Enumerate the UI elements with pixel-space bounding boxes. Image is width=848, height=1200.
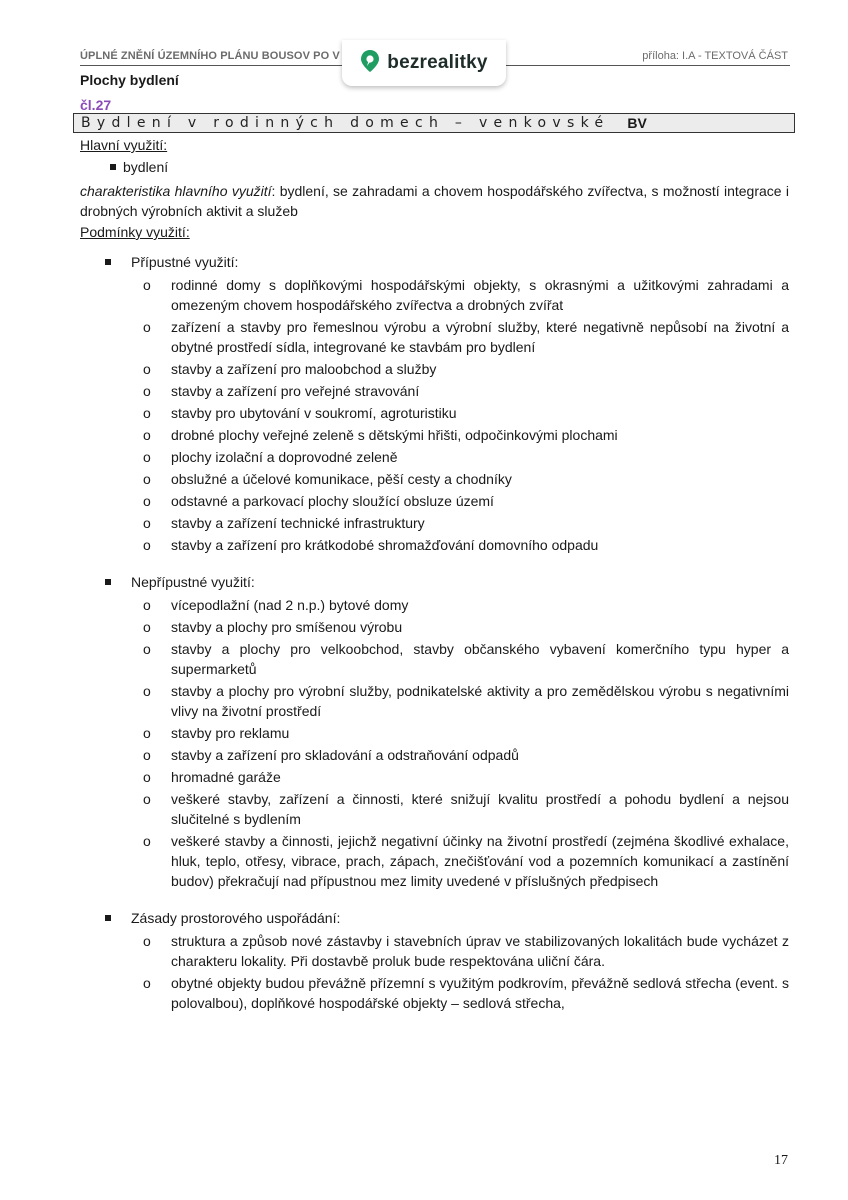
- list-item: [80, 973, 789, 1013]
- zone-code: BV: [627, 115, 647, 131]
- list-item: [80, 931, 789, 971]
- list-item-text: stavby a zařízení technické infrastruktury: [171, 515, 425, 531]
- permitted-use-list: [80, 275, 789, 555]
- spatial-principles-title: Zásady prostorového uspořádání:: [131, 910, 341, 926]
- list-item: [80, 491, 789, 511]
- circle-bullet-icon: o: [143, 747, 151, 763]
- list-item: [80, 681, 789, 721]
- list-item-text: drobné plochy veřejné zeleně s dětskými hřišti, odpočinkovými plochami: [171, 427, 618, 443]
- article-number: čl.27: [80, 97, 112, 113]
- circle-bullet-icon: o: [143, 361, 151, 377]
- circle-bullet-icon: o: [143, 683, 151, 699]
- square-bullet-icon: [105, 915, 111, 921]
- list-item: [80, 535, 789, 555]
- bezrealitky-logo-badge[interactable]: [342, 40, 506, 86]
- main-use-heading: Hlavní využití:: [80, 137, 168, 153]
- list-item: [80, 381, 789, 401]
- circle-bullet-icon: o: [143, 471, 151, 487]
- list-item-text: plochy izolační a doprovodné zeleně: [171, 449, 398, 465]
- square-bullet-icon: [105, 259, 111, 265]
- circle-bullet-icon: o: [143, 405, 151, 421]
- permitted-use-section: [80, 252, 789, 555]
- list-item: [80, 595, 789, 615]
- header-document-title: ÚPLNÉ ZNĚNÍ ÚZEMNÍHO PLÁNU BOUSOV PO V: [80, 50, 340, 62]
- logo-text: bezrealitky: [387, 52, 488, 73]
- circle-bullet-icon: o: [143, 791, 151, 807]
- list-item: [80, 723, 789, 743]
- circle-bullet-icon: o: [143, 427, 151, 443]
- list-item-text: hromadné garáže: [171, 769, 281, 785]
- list-item: [80, 767, 789, 787]
- list-item-text: veškeré stavby, zařízení a činnosti, které snižují kvalitu prostředí a pohodu bydlení a nejsou slučitelné s bydlením: [171, 791, 789, 827]
- main-use-label: bydlení: [123, 159, 169, 175]
- list-item-text: stavby a zařízení pro krátkodobé shromažďování domovního odpadu: [171, 537, 599, 553]
- list-item-text: stavby pro reklamu: [171, 725, 290, 741]
- list-item: [80, 469, 789, 489]
- circle-bullet-icon: o: [143, 277, 151, 293]
- main-use-description: [80, 181, 789, 221]
- conditions-heading: Podmínky využití:: [80, 224, 190, 240]
- circle-bullet-icon: o: [143, 319, 151, 335]
- list-item-text: zařízení a stavby pro řemeslnou výrobu a výrobní služby, které negativně nepůsobí na životní a obytné prostředí sídla, integrované ke stavbám pro bydlení: [171, 319, 789, 355]
- list-item: [80, 639, 789, 679]
- list-item-text: veškeré stavby a činnosti, jejichž negativní účinky na životní prostředí (zejména škodlivé exhalace, hluk, teplo, otřesy, vibrace, prach, zápach, znečišťování vod a pozemních komunikací a zastínění budov) překračují nad přípustnou mez limity uvedené v příslušných předpisech: [171, 833, 789, 889]
- list-item: [80, 447, 789, 467]
- list-item-text: stavby a zařízení pro skladování a odstraňování odpadů: [171, 747, 519, 763]
- circle-bullet-icon: o: [143, 515, 151, 531]
- list-item-text: stavby a plochy pro výrobní služby, podnikatelské aktivity a pro zemědělskou výrobu s negativními vlivy na životní prostředí: [171, 683, 789, 719]
- circle-bullet-icon: o: [143, 975, 151, 991]
- list-item: [80, 403, 789, 423]
- circle-bullet-icon: o: [143, 449, 151, 465]
- header-attachment-label: příloha: I.A - TEXTOVÁ ČÁST: [642, 50, 788, 62]
- permitted-use-title: Přípustné využití:: [131, 254, 239, 270]
- section-title: Plochy bydlení: [80, 72, 179, 88]
- circle-bullet-icon: o: [143, 537, 151, 553]
- list-item-text: stavby a plochy pro smíšenou výrobu: [171, 619, 403, 635]
- circle-bullet-icon: o: [143, 833, 151, 849]
- square-bullet-icon: [105, 579, 111, 585]
- main-use-item: [80, 157, 789, 177]
- list-item-text: obytné objekty budou převážně přízemní s využitým podkrovím, převážně sedlová střecha (event. s polovalbou), doplňkové hospodářské objekty – sedlová střecha,: [171, 975, 789, 1011]
- circle-bullet-icon: o: [143, 725, 151, 741]
- square-bullet-icon: [110, 164, 116, 170]
- list-item-text: stavby a zařízení pro maloobchod a služby: [171, 361, 437, 377]
- circle-bullet-icon: o: [143, 619, 151, 635]
- list-item: [80, 617, 789, 637]
- list-item-text: vícepodlažní (nad 2 n.p.) bytové domy: [171, 597, 409, 613]
- forbidden-use-title: Nepřípustné využití:: [131, 574, 255, 590]
- list-item: [80, 425, 789, 445]
- list-item: [80, 789, 789, 829]
- spatial-principles-list: [80, 931, 789, 1013]
- list-item-text: odstavné a parkovací plochy sloužící obsluze území: [171, 493, 494, 509]
- list-item: [80, 831, 789, 891]
- zone-name: Bydlení v rodinných domech – venkovské: [81, 115, 610, 131]
- list-item: [80, 359, 789, 379]
- forbidden-use-list: [80, 595, 789, 891]
- circle-bullet-icon: o: [143, 597, 151, 613]
- page-number: 17: [774, 1153, 788, 1168]
- spatial-principles-section: [80, 908, 789, 1013]
- list-item-text: rodinné domy s doplňkovými hospodářskými objekty, s okrasnými a užitkovými zahradami a omezeným chovem hospodářského zvířectva a drobných zvířat: [171, 277, 789, 313]
- circle-bullet-icon: o: [143, 769, 151, 785]
- list-item-text: obslužné a účelové komunikace, pěší cesty a chodníky: [171, 471, 512, 487]
- list-item-text: struktura a způsob nové zástavby i stavebních úprav ve stabilizovaných lokalitách bude vycházet z charakteru lokality. Při dostavbě proluk bude respektována uliční čára.: [171, 933, 789, 969]
- circle-bullet-icon: o: [143, 493, 151, 509]
- location-pin-icon: [360, 49, 380, 78]
- circle-bullet-icon: o: [143, 383, 151, 399]
- main-use-desc-label: charakteristika hlavního využití: [80, 183, 272, 199]
- zone-title-box: [73, 113, 795, 133]
- list-item: [80, 513, 789, 533]
- circle-bullet-icon: o: [143, 641, 151, 657]
- list-item-text: stavby pro ubytování v soukromí, agroturistiku: [171, 405, 457, 421]
- list-item-text: stavby a zařízení pro veřejné stravování: [171, 383, 420, 399]
- main-use-desc-text: : bydlení, se zahradami a chovem hospodářského zvířectva, s možností integrace i drobných výrobních aktivit a služeb: [80, 183, 790, 219]
- list-item: [80, 317, 789, 357]
- list-item: [80, 275, 789, 315]
- document-body: [80, 135, 789, 1015]
- forbidden-use-section: [80, 572, 789, 891]
- list-item: [80, 745, 789, 765]
- list-item-text: stavby a plochy pro velkoobchod, stavby občanského vybavení komerčního typu hyper a supermarketů: [171, 641, 789, 677]
- circle-bullet-icon: o: [143, 933, 151, 949]
